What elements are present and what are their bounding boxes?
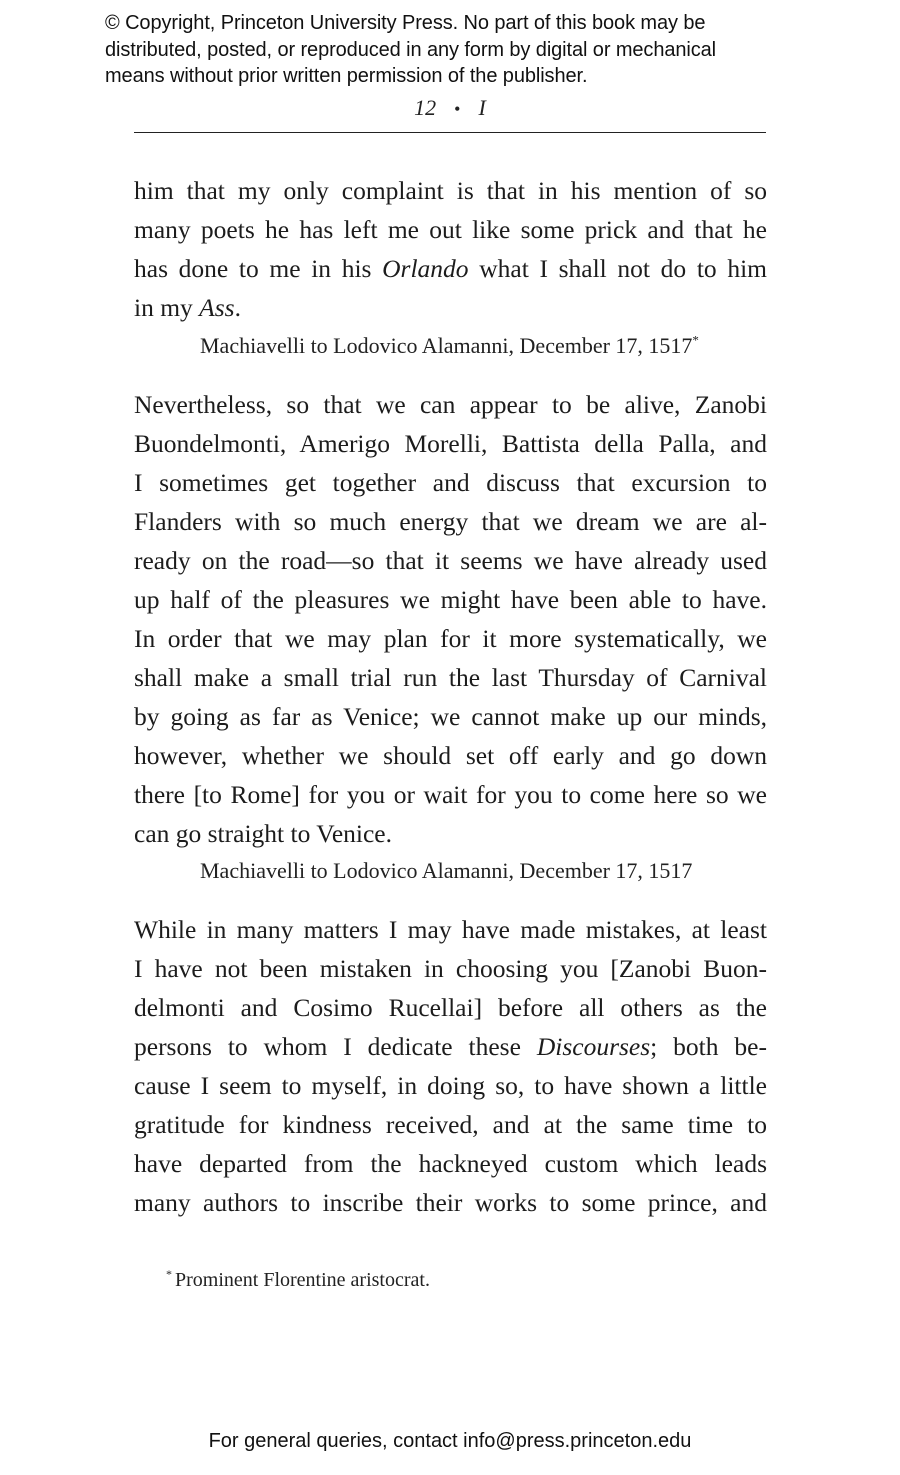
copyright-notice [105,10,865,90]
text-line: In order that we may plan for it more systematically, we [134,624,767,653]
copyright-line: means without prior written permission of the publisher. [105,65,588,87]
attribution-2 [200,857,692,885]
text-line: him that my only complaint is that in his mention of so [134,176,767,205]
text-line: there [to Rome] for you or wait for you to come here so we [134,780,767,809]
text-line: delmonti and Cosimo Rucellai] before all others as the [134,993,767,1022]
text-fragment: ; both be- [650,1032,767,1061]
text-line: by going as far as Venice; we cannot make up our minds, [134,702,767,731]
attribution-text: Machiavelli to Lodovico Alamanni, December 17, 1517 [200,333,693,358]
text-line: many poets he has left me out like some prick and that he [134,215,767,244]
text-line: gratitude for kindness received, and at the same time to [134,1110,767,1139]
copyright-line: © Copyright, Princeton University Press. No part of this book may be [105,12,706,34]
footer-text: For general queries, contact info@press.princeton.edu [208,1430,692,1452]
text-line: cause I seem to myself, in doing so, to have shown a little [134,1071,767,1100]
header-rule [134,132,766,133]
contact-footer [0,1427,900,1455]
italic-title-ass: Ass [199,293,235,322]
text-fragment: persons to whom I dedicate these [134,1032,537,1061]
page-number: 12 [414,95,437,120]
text-line: While in many matters I may have made mistakes, at least [134,915,767,944]
text-line: Buondelmonti, Amerigo Morelli, Battista della Palla, and [134,429,767,458]
text-line: I have not been mistaken in choosing you [Zanobi Buon- [134,954,767,983]
text-line: however, whether we should set off early and go down [134,741,767,770]
text-fragment: has done to me in his [134,254,383,283]
footnote-marker: * [166,1267,172,1282]
text-line [134,288,767,327]
text-line: Flanders with so much energy that we dream we are al- [134,507,767,536]
text-line: I sometimes get together and discuss that excursion to [134,468,767,497]
attribution-text: Machiavelli to Lodovico Alamanni, December 17, 1517 [200,858,693,883]
quote-passage-1 [134,171,767,327]
text-line: up half of the pleasures we might have been able to have. [134,585,767,614]
attribution-1 [200,332,699,360]
italic-title-discourses: Discourses [536,1032,651,1061]
footnote-reference: * [692,332,699,348]
text-line: can go straight to Venice. [134,819,393,848]
text-line: Nevertheless, so that we can appear to be alive, Zanobi [134,390,767,419]
text-line: ready on the road—so that it seems we have already used [134,546,767,575]
chapter-number: I [478,95,486,120]
text-fragment: in my [134,293,200,322]
text-fragment: . [234,293,241,322]
text-line: many authors to inscribe their works to some prince, and [134,1188,767,1217]
footnote-text: Prominent Florentine aristocrat. [175,1269,430,1291]
text-fragment: what I shall not do to him [468,254,768,283]
quote-passage-2 [134,385,767,853]
footnote [166,1266,430,1294]
text-line [134,249,767,288]
quote-passage-3 [134,910,767,1222]
text-line: have departed from the hackneyed custom which leads [134,1149,767,1178]
text-line: shall make a small trial run the last Thursday of Carnival [134,663,767,692]
italic-title-orlando: Orlando [382,254,469,283]
text-line [134,1027,767,1066]
bullet-separator: • [454,99,461,119]
running-head [134,94,766,123]
copyright-line: distributed, posted, or reproduced in any form by digital or mechanical [105,38,717,61]
